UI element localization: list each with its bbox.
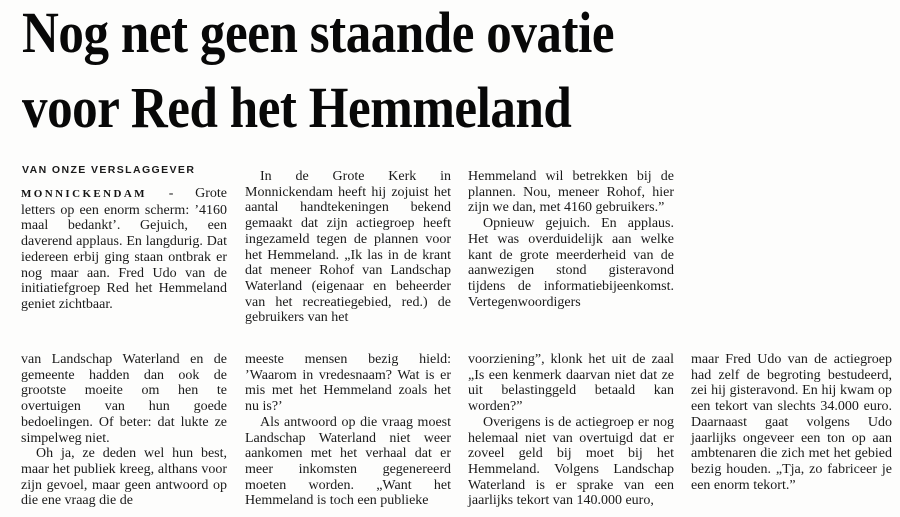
article-paragraph: van Landschap Waterland en de gemeente hadden dan ook de grootste moeite om hen te overtuigen van hun goede bedoelingen. Of beter: dat lukte ze simpelweg niet. bbox=[21, 352, 227, 446]
article-column-bottom-4 bbox=[691, 352, 892, 493]
article-paragraph: voorziening”, klonk het uit de zaal „Is een kenmerk daarvan niet dat ze uit belastinggeld betaald kan worden?” bbox=[468, 352, 674, 415]
article-paragraph: Als antwoord op die vraag moest Landschap Waterland niet weer aankomen met het verhaal dat er meer inkomsten gegenereerd moeten worden. „Want het Hemmeland is toch een publieke bbox=[245, 414, 451, 509]
headline-line2: voor Red het Hemmeland bbox=[22, 75, 572, 140]
article-paragraph: Oh ja, ze deden wel hun best, maar het publiek kreeg, althans voor zijn gevoel, maar geen antwoord op die ene vraag die de bbox=[21, 446, 227, 509]
article-paragraph: maar Fred Udo van de actiegroep had zelf de begroting bestudeerd, zei hij gisteravond. En hij kwam op een tekort van slechts 34.000 euro. Daarnaast gaat volgens Udo jaarlijks ongeveer een ton op aan ambtenaren die zich met het gebied bezig houden. „Tja, zo fabriceer je een enorm tekort.” bbox=[691, 352, 892, 493]
article-paragraph: meeste mensen bezig hield: ’Waarom in vredesnaam? Wat is er mis met het Hemmeland zoals het nu is?’ bbox=[245, 352, 451, 415]
article-paragraph: Opnieuw gejuich. En applaus. Het was overduidelijk aan welke kant de grote meerderheid van de aanwezigen stond gisteravond tijdens de informatiebijeenkomst. Vertegenwoordigers bbox=[468, 216, 674, 310]
article-column-top-3 bbox=[468, 169, 674, 310]
article-column-bottom-2 bbox=[245, 352, 451, 509]
byline: VAN ONZE VERSLAGGEVER bbox=[22, 164, 196, 176]
paragraph-text: - Grote letters op een enorm scherm: ’4160 maal bedankt’. Gejuich, een daverend applaus. En langdurig. Dat iedereen erbij ging staan ontbrak er nog maar aan. Fred Udo van de initiatiefgroep Red het Hemmeland geniet zichtbaar. bbox=[21, 186, 227, 312]
article-column-top-1 bbox=[21, 186, 227, 313]
dateline: MONNICKENDAM bbox=[21, 188, 147, 200]
article-column-bottom-1 bbox=[21, 352, 227, 509]
headline-line1: Nog net geen staande ovatie bbox=[22, 0, 615, 65]
headline bbox=[22, 0, 900, 145]
article-column-bottom-3 bbox=[468, 352, 674, 509]
article-paragraph: Overigens is de actiegroep er nog helemaal niet van overtuigd dat er zoveel geld bij moet bij het Hemmeland. Volgens Landschap Waterland is er sprake van een jaarlijks tekort van 140.000 euro, bbox=[468, 414, 674, 509]
article-paragraph-lead bbox=[21, 186, 227, 313]
article-paragraph: Hemmeland wil betrekken bij de plannen. Nou, meneer Rohof, hier zijn we dan, met 4160 gebruikers.” bbox=[468, 169, 674, 216]
article-column-top-2 bbox=[245, 169, 451, 326]
article-paragraph: In de Grote Kerk in Monnickendam heeft hij zojuist het aantal handtekeningen bekend gemaakt dat zijn actiegroep heeft ingezameld tegen de plannen voor het Hemmeland. „Ik las in de krant dat meneer Rohof van Landschap Waterland (eigenaar en beheerder van het recreatiegebied, red.) de gebruikers van het bbox=[245, 169, 451, 326]
